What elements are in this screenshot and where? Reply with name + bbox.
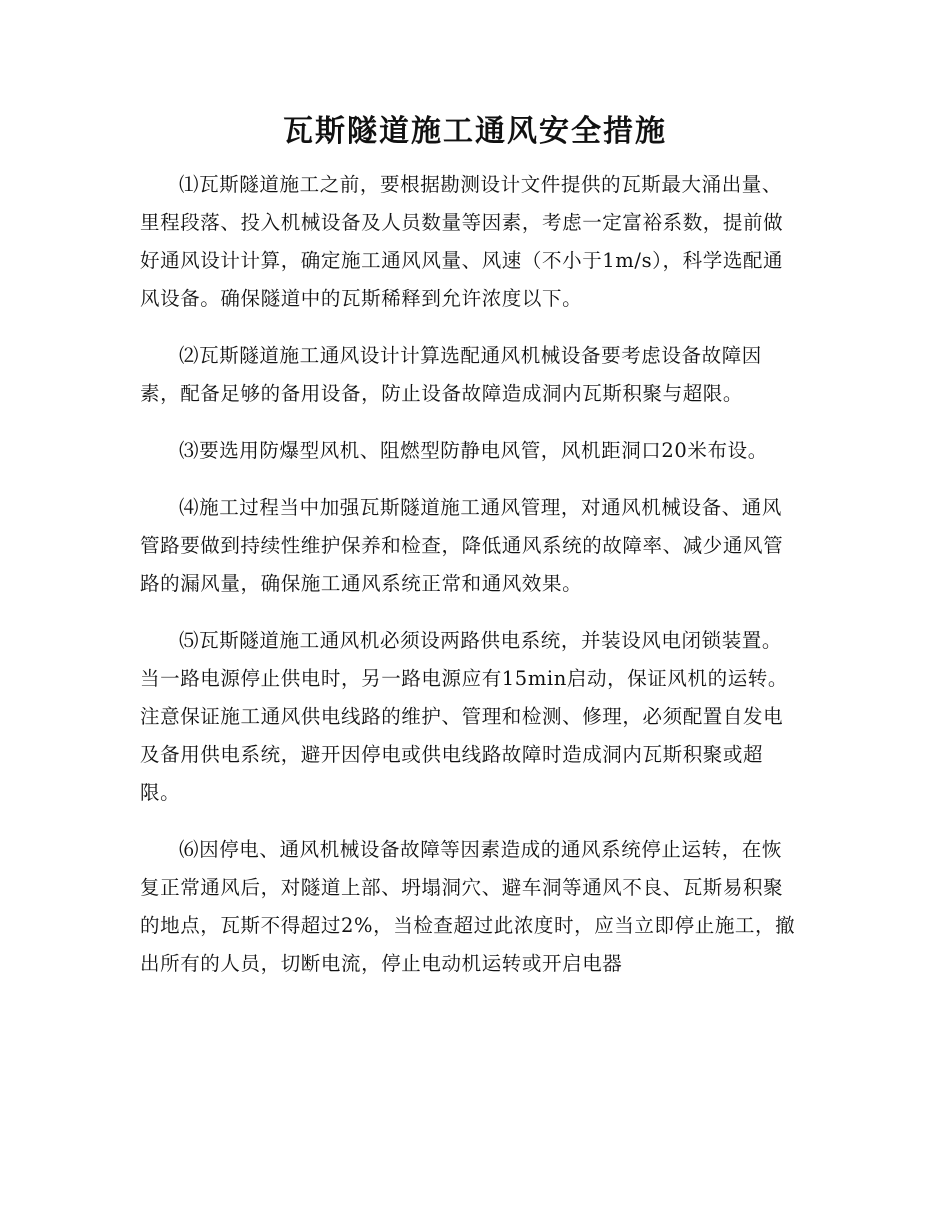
- paragraph-5: ⑸瓦斯隧道施工通风机必须设两路供电系统，并装设风电闭锁装置。当一路电源停止供电时，另一路电源应有15min启动，保证风机的运转。注意保证施工通风供电线路的维护、管理和检测、修理，必须配置自发电及备用供电系统，避开因停电或供电线路故障时造成洞内瓦斯积聚或超限。: [140, 629, 788, 804]
- document-title: 瓦斯隧道施工通风安全措施: [283, 114, 667, 149]
- paragraph-2: ⑵瓦斯隧道施工通风设计计算选配通风机械设备要考虑设备故障因素，配备足够的备用设备，防止设备故障造成洞内瓦斯积聚与超限。: [140, 344, 762, 405]
- paragraph-3: ⑶要选用防爆型风机、阻燃型防静电风管，风机距洞口20米布设。: [179, 439, 768, 462]
- document-body: [140, 166, 800, 1002]
- paragraph-1: ⑴瓦斯隧道施工之前，要根据勘测设计文件提供的瓦斯最大涌出量、里程段落、投入机械设备及人员数量等因素，考虑一定富裕系数，提前做好通风设计计算，确定施工通风风量、风速（不小于1m/s），科学选配通风设备。确保隧道中的瓦斯稀释到允许浓度以下。: [140, 173, 784, 310]
- paragraph-4: ⑷施工过程当中加强瓦斯隧道施工通风管理，对通风机械设备、通风管路要做到持续性维护保养和检查，降低通风系统的故障率、减少通风管路的漏风量，确保施工通风系统正常和通风效果。: [140, 496, 784, 595]
- paragraph-6: ⑹因停电、通风机械设备故障等因素造成的通风系统停止运转，在恢复正常通风后，对隧道上部、坍塌洞穴、避车洞等通风不良、瓦斯易积聚的地点，瓦斯不得超过2%，当检查超过此浓度时，应当立即停止施工，撤出所有的人员，切断电流，停止电动机运转或开启电器: [140, 838, 796, 975]
